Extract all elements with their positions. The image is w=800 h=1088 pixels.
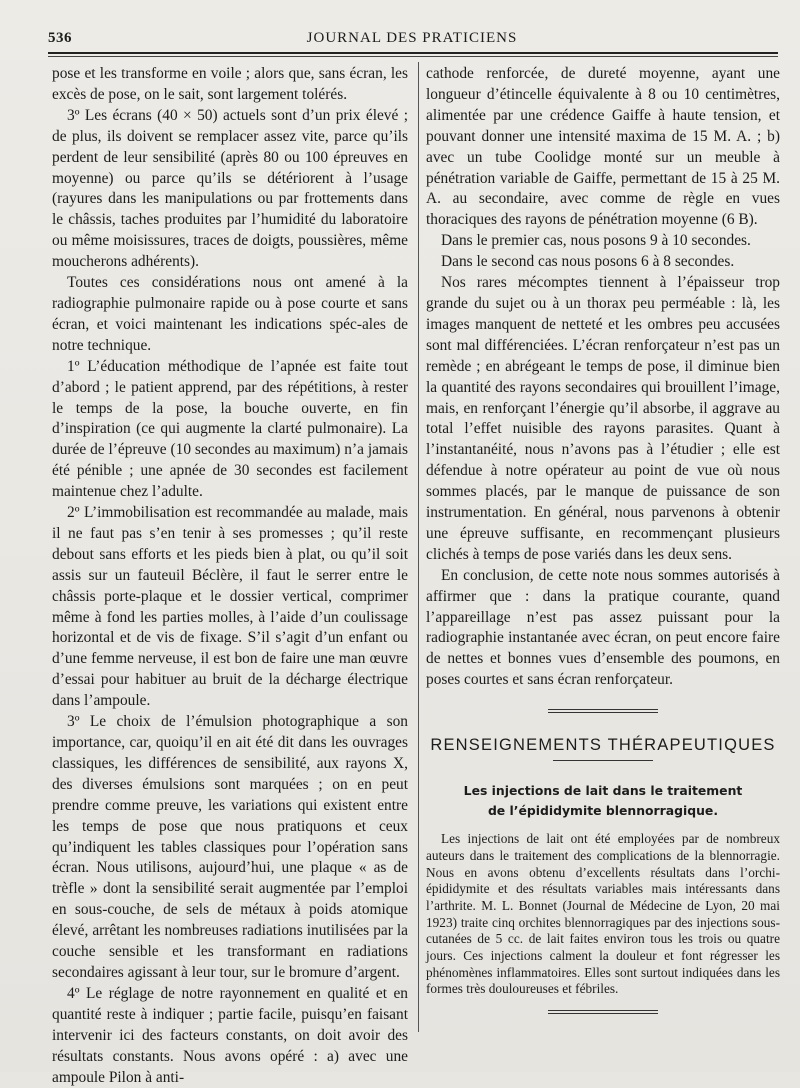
paragraph: 1º L’éducation méthodique de l’apnée est faite tout d’abord ; le patient apprend, par des répétitions, à rester le temps de la pose, la bouche ouverte, en fin d’inspiration (ce qui augmente la clarté pulmonaire). La durée de l’épreuve (10 secondes au maximum) n’a jamais été pénible ; une apnée de 30 secondes est facilement maintenue chez l’adulte. bbox=[52, 357, 408, 501]
paragraph: cathode renforcée, de dureté moyenne, ayant une longueur d’étincelle équivalente à 8 ou 10 centimètres, alimentée par une crédence Gaiffe à haute tension, et pouvant donner une intensité maxima de 15 M. A. ; b) avec un tube Coolidge monté sur un meuble à pénétration variable de Gaiffe, permettant de 15 à 25 M. A. au secondaire, avec comme de règle en vues thoraciques des rayons de pénétration moyenne (6 B). bbox=[426, 65, 780, 229]
article-title-line-2: de l’épididymite blennorragique. bbox=[487, 803, 719, 819]
left-column bbox=[52, 64, 408, 1088]
section-title-rule bbox=[553, 760, 653, 761]
paragraph: Nos rares mécomptes tiennent à l’épaisseur trop grande du sujet ou à un thorax peu perméable : là, les images manquent de netteté et les ombres peu accusées sont mal différenciées. L’écran renforçateur n’est pas un remède ; en abrégeant le temps de pose, il diminue bien la quantité des rayons secondaires qui brouillent l’image, mais, en renforçant l’énergie qu’il absorbe, il aggrave au total l’effet nuisible des rayons parasites. Quant à l’instantanéité, nous n’avons pas à l’étudier ; elle est défendue à notre opérateur au point de vue où nous sommes placés, par le manque de puissance de son instrumentation. En général, nous parvenons à obtenir une épreuve suffisante, en recommençant plusieurs clichés à temps de pose variés dans les deux sens. bbox=[426, 274, 780, 563]
column-divider bbox=[418, 62, 419, 1032]
paragraph: 3º Les écrans (40 × 50) actuels sont d’un prix élevé ; de plus, ils doivent se remplacer assez vite, parce qu’ils perdent de leur sensibilité (après 80 ou 100 épreuves en moyenne) ou parce qu’ils se détériorent à l’usage (rayures dans les manipulations ou par frottements dans le châssis, taches produites par l’humidité du laboratoire ou même moisissures, traces de doigts, poussières, même moucherons adhérents). bbox=[52, 106, 408, 271]
paragraph: 2º L’immobilisation est recommandée au malade, mais il ne faut pas s’en tenir à ses promesses ; qu’il reste debout sans efforts et les pieds bien à plat, ou qu’il soit assis sur un fauteuil Béclère, il faut le serrer entre le châssis porte-plaque et le dossier vertical, comprimer même à fond les parties molles, à l’aide d’un coulissage horizontal et de vis de fixage. S’il s’agit d’un enfant ou d’une femme nerveuse, il est bon de faire une man œuvre d’essai pour habituer au bruit de la décharge électrique dans l’ampoule. bbox=[52, 504, 408, 710]
paragraph: Les injections de lait ont été employées par de nombreux auteurs dans le traitement des complications de la blennorragie. Nous en avons obtenu d’excellents résultats dans l’orchi-épididymite et des résultats variables mais intéressants dans l’arthrite. M. L. Bonnet (Journal de Médecine de Lyon, 20 mai 1923) traite cinq orchites blennorragiques par des injections sous-cutanées de 5 cc. de lait faites environ tous les trois ou quatre jours. Ces injections calment la douleur et font régresser les phénomènes inflammatoires. Elles sont surtout indiquées dans les formes très douloureuses et fébriles. bbox=[426, 831, 780, 997]
page-header bbox=[48, 30, 776, 52]
paragraph: Toutes ces considérations nous ont amené à la radiographie pulmonaire rapide ou à pose courte et sans écran, et voici maintenant les indications spéc-ales de notre technique. bbox=[52, 274, 408, 354]
paragraph: Dans le premier cas, nous posons 9 à 10 secondes. bbox=[441, 232, 751, 250]
right-column bbox=[426, 64, 780, 1016]
paragraph: En conclusion, de cette note nous sommes autorisés à affirmer que : dans la pratique courante, quand l’appareillage n’est pas assez puissant pour la radiographie instantanée avec écran, on peut encore faire de nettes et bonnes vues d’ensemble des poumons, en poses courtes et sans écran renforçateur. bbox=[426, 566, 780, 689]
section-title: RENSEIGNEMENTS THÉRAPEUTIQUES bbox=[430, 736, 776, 755]
paragraph: pose et les transforme en voile ; alors que, sans écran, les excès de pose, on le sait, sont largement tolérés. bbox=[52, 65, 408, 103]
header-rule-thin bbox=[48, 56, 778, 57]
paragraph: 3º Le choix de l’émulsion photographique a son importance, car, quoiqu’il en ait été dit dans les ouvrages classiques, les différences de sensibilité, aux rayons X, des diverses émulsions sont marquées ; on en peut prendre comme preuve, les variations qui existent entre les temps de pose que nous pratiquons et ceux qu’indiquent les tables classiques pour l’opération sans écran. Nous utilisons, aujourd’hui, une plaque « as de trèfle » dont la sensibilité serait augmentée par l’emploi en sous-couche, de sels de métaux à poids atomique élevé, arrêtant les nombreuses radiations inutilisées par la couche sensible et les transformant en radiations secondaires agissant à leur tour, sur le bromure d’argent. bbox=[52, 713, 408, 981]
paragraph: 4º Le réglage de notre rayonnement en qualité et en quantité reste à indiquer ; partie facile, puisqu’en faisant intervenir ici des facteurs constants, on doit avoir des résultats constants. Nous avons opéré : a) avec une ampoule Pilon à anti- bbox=[52, 984, 408, 1086]
section-separator bbox=[548, 709, 658, 713]
header-rule bbox=[48, 52, 778, 54]
end-separator bbox=[548, 1010, 658, 1014]
paragraph: Dans le second cas nous posons 6 à 8 secondes. bbox=[441, 253, 735, 271]
article-title-line-1: Les injections de lait dans le traitement bbox=[463, 783, 743, 799]
journal-title: JOURNAL DES PRATICIENS bbox=[306, 30, 518, 46]
article-title bbox=[426, 781, 780, 821]
page-number: 536 bbox=[48, 30, 72, 46]
article-body bbox=[426, 831, 780, 998]
